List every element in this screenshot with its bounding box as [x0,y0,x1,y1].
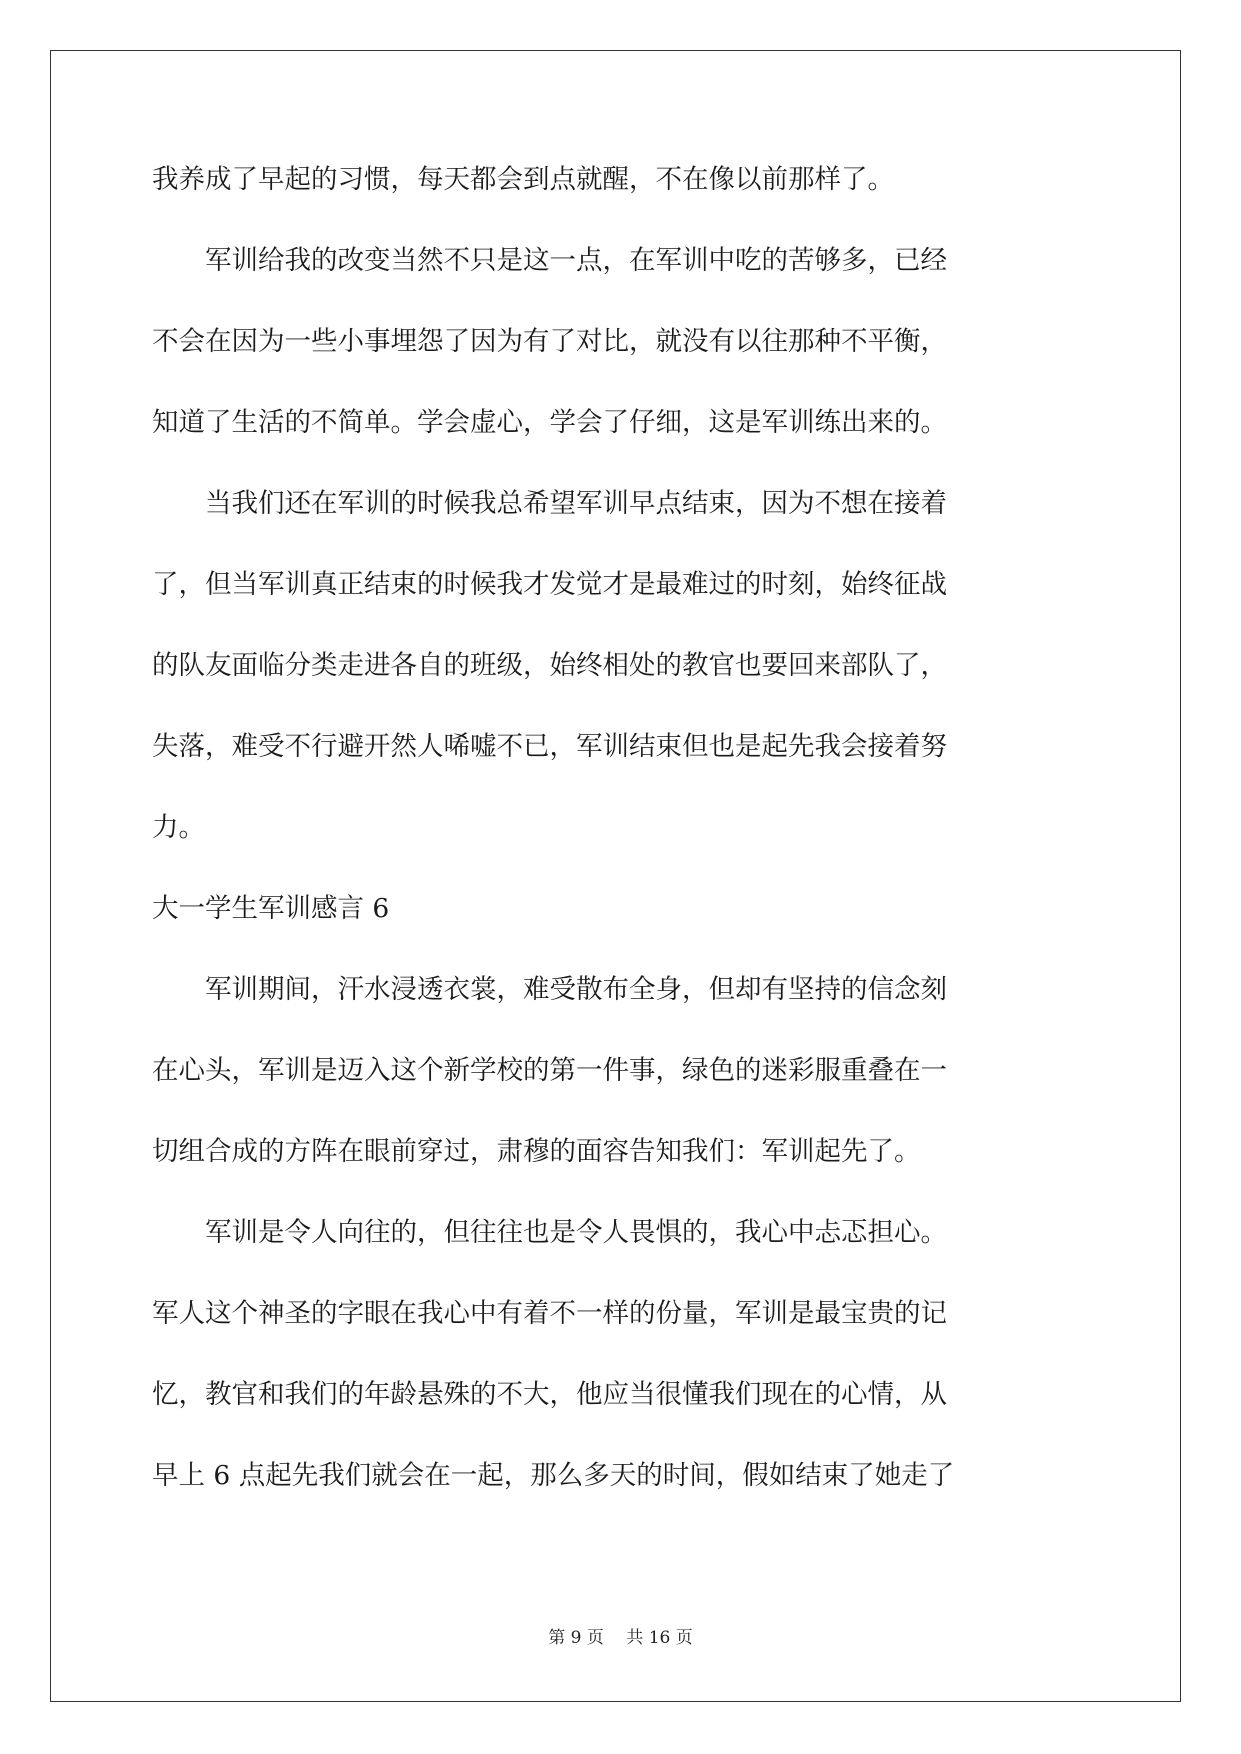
text-line: 忆，教官和我们的年龄悬殊的不大，他应当很懂我们现在的心情，从 [152,1379,947,1410]
text-line: 军人这个神圣的字眼在我心中有着不一样的份量，军训是最宝贵的记 [152,1298,947,1329]
text-line: 知道了生活的不简单。学会虚心，学会了仔细，这是军训练出来的。 [152,407,947,438]
text-line: 力。 [152,812,205,843]
text-line: 切组合成的方阵在眼前穿过，肃穆的面容告知我们：军训起先了。 [152,1136,921,1167]
page-number-footer: 第 9 页 共 16 页 [548,1628,693,1648]
text-line: 了，但当军训真正结束的时候我才发觉才是最难过的时刻，始终征战 [152,569,947,600]
text-line: 早上 6 点起先我们就会在一起，那么多天的时间，假如结束了她走了 [152,1460,955,1491]
text-line: 不会在因为一些小事埋怨了因为有了对比，就没有以往那种不平衡， [152,326,947,357]
text-line: 在心头，军训是迈入这个新学校的第一件事，绿色的迷彩服重叠在一 [152,1055,947,1086]
page-border [50,50,1181,1702]
text-line: 的队友面临分类走进各自的班级，始终相处的教官也要回来部队了， [152,650,947,681]
text-line: 我养成了早起的习惯，每天都会到点就醒，不在像以前那样了。 [152,164,894,195]
text-line: 军训是令人向往的，但往往也是令人畏惧的，我心中忐忑担心。 [152,1217,947,1248]
text-line: 失落，难受不行避开然人唏嘘不已，军训结束但也是起先我会接着努 [152,731,947,762]
text-line: 当我们还在军训的时候我总希望军训早点结束，因为不想在接着 [152,488,947,519]
text-line: 军训期间，汗水浸透衣裳，难受散布全身，但却有坚持的信念刻 [152,974,947,1005]
text-line: 军训给我的改变当然不只是这一点，在军训中吃的苦够多，已经 [152,245,947,276]
section-heading: 大一学生军训感言 6 [152,893,390,924]
